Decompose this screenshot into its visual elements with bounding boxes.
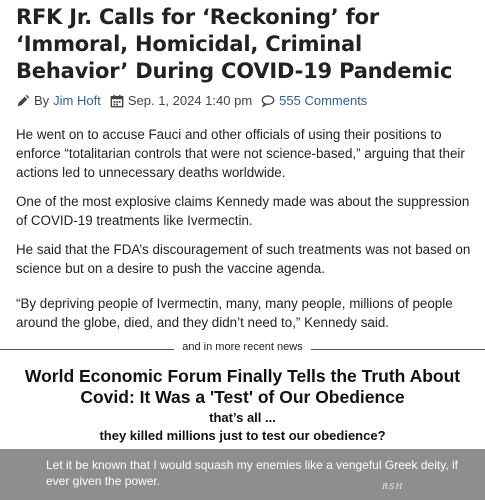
promo-subtitle-line-1: that’s all ... [209, 410, 276, 425]
calendar-icon [110, 94, 124, 108]
promo-subtitle-line-2: they killed millions just to test our obedience? [99, 428, 386, 443]
comments-link[interactable]: 555 Comments [279, 93, 368, 108]
pencil-icon [16, 94, 30, 108]
article-paragraph: He went on to accuse Fauci and other officials of using their positions to enforce “totalitarian controls that were not science-based,” arguing that their actions led to unnecessary deaths worldwide. [16, 127, 465, 180]
quote-banner [0, 449, 485, 500]
quote-text: Let it be known that I would squash my enemies like a vengeful Greek deity, if ever given the power. [46, 458, 458, 488]
article-paragraph: “By depriving people of Ivermectin, many, many people, millions of people around the globe, died, and they didn’t need to,” Kennedy said. [16, 296, 453, 330]
comment-bubble-icon [261, 94, 275, 108]
article-paragraph: One of the most explosive claims Kennedy made was about the suppression of COVID-19 treatments like Ivermectin. [16, 194, 470, 228]
article-date: Sep. 1, 2024 1:40 pm [127, 93, 253, 108]
signature: RSH [382, 482, 404, 491]
divider-label: and in more recent news [0, 341, 485, 353]
promo-headline: World Economic Forum Finally Tells the Truth About Covid: It Was a 'Test' of Our Obedience [24, 366, 461, 407]
article-headline: RFK Jr. Calls for ‘Reckoning’ for ‘Immoral, Homicidal, Criminal Behavior’ During COVID-19 Pandemic [16, 5, 453, 83]
article-paragraph: He said that the FDA’s discouragement of such treatments was not based on science but on a desire to push the vaccine agenda. [16, 242, 471, 276]
byline-by-label: By [34, 93, 50, 108]
promo-subtitle [10, 409, 475, 445]
article-byline [16, 93, 478, 108]
author-link[interactable]: Jim Hoft [53, 93, 101, 108]
